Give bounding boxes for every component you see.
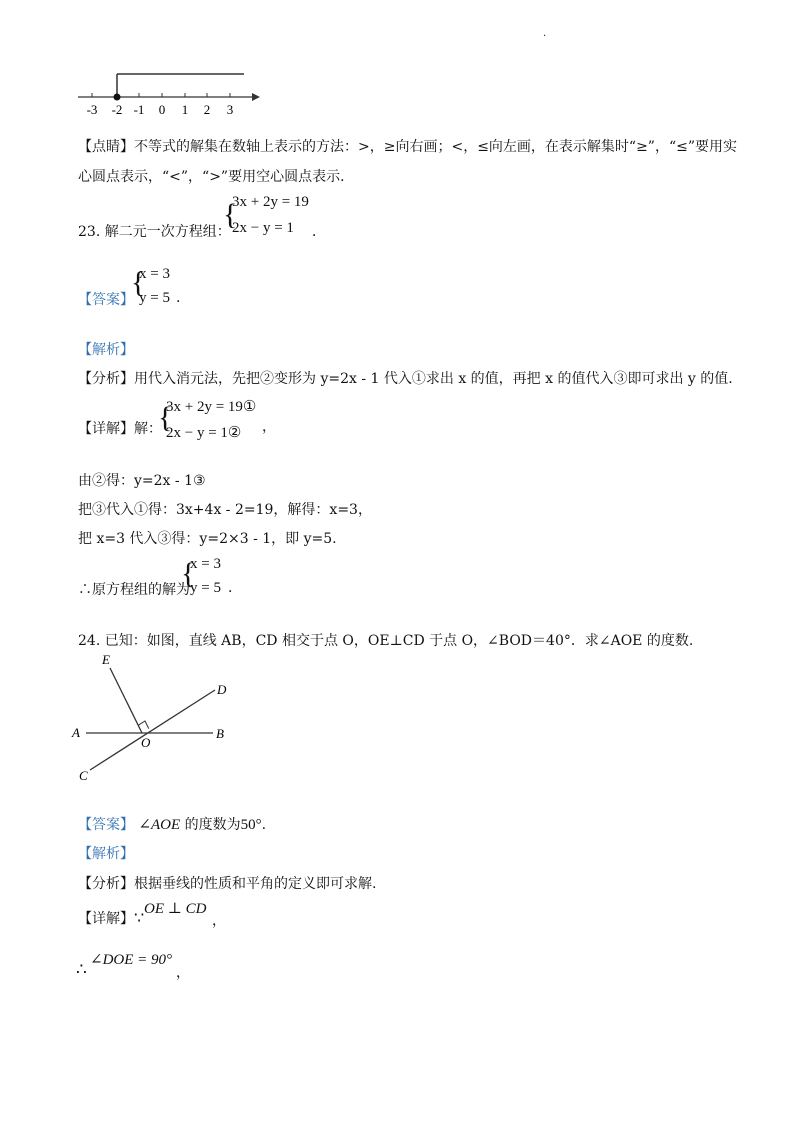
solid-point-icon [114, 94, 121, 101]
fenxi23-tag: 【分析】 [78, 371, 134, 387]
label-c: C [79, 768, 88, 783]
brace-icon: { [131, 266, 146, 299]
conclusion23-eq1: x = 3 [190, 556, 221, 572]
geometry-figure [68, 650, 238, 790]
ray-oe [110, 668, 142, 733]
q23-eq1: 3x + 2y = 19 [232, 194, 309, 210]
tick-label: -3 [86, 102, 98, 117]
tick-label: 2 [203, 102, 211, 117]
tick-label: 0 [158, 102, 166, 117]
fenxi23-text: 用代入消元法，先把②变形为 y=2x - 1 代入①求出 x 的值，再把 x 的值代入③即可求出 y 的值. [134, 371, 733, 387]
answer23-suffix: . [176, 290, 181, 306]
xiangjie24-line [78, 908, 144, 928]
xiangjie24-expr: OE ⊥ CD [144, 901, 207, 917]
answer24-mid: 的度数为 [180, 817, 241, 833]
xiangjie23-eq1: 3x + 2y = 19① [166, 399, 257, 415]
fenxi23-line [78, 368, 733, 388]
dianjing-line2: 心圆点表示，“<”，“>”要用空心圆点表示． [78, 169, 355, 185]
therefore-symbol: ∴ [76, 960, 87, 980]
q23-suffix: ． [312, 224, 326, 240]
answer23-eq2: y = 5 [139, 290, 170, 306]
conclusion23-suffix: . [228, 580, 233, 596]
brace-icon: { [223, 198, 238, 231]
conclusion23-prefix: ∴原方程组的解为 [78, 582, 190, 598]
answer24-angle: ∠AOE [138, 817, 181, 833]
tick-label: 3 [226, 102, 234, 117]
jiexi-tag: 【解析】 [78, 846, 134, 862]
xiangjie23-suffix: ， [262, 419, 276, 435]
page-mark: . [543, 28, 547, 39]
therefore24-expr: ∠DOE = 90° [90, 952, 173, 968]
xiangjie23-eq2: 2x − y = 1② [166, 425, 242, 441]
tick-label: -1 [133, 102, 145, 117]
step-line: 由②得：y=2x - 1③ [78, 473, 206, 489]
fenxi24-line [78, 873, 376, 893]
q23-prefix: 23. 解二元一次方程组： [78, 224, 231, 240]
dianjing-line1 [78, 136, 737, 156]
conclusion23-eq2: y = 5 [190, 580, 221, 596]
axis-arrow-icon [252, 93, 260, 101]
tick-label: 1 [181, 102, 189, 117]
answer24-tag: 【答案】 [78, 817, 134, 833]
answer23-eq1: x = 3 [139, 266, 170, 282]
label-e: E [102, 652, 110, 667]
number-line-figure [70, 64, 270, 120]
brace-icon: { [158, 401, 173, 434]
q23-eq2: 2x − y = 1 [232, 220, 294, 236]
label-b: B [216, 726, 224, 741]
dianjing-tag: 【点睛】 [78, 139, 134, 155]
line-cd [90, 690, 215, 770]
brace-icon: { [181, 557, 196, 590]
answer24-suffix: . [261, 817, 267, 833]
xiangjie23-prefix: 解： [134, 421, 162, 437]
xiangjie23-line [78, 418, 162, 438]
fenxi24-tag: 【分析】 [78, 876, 134, 892]
answer24-value: 50° [240, 817, 262, 833]
therefore24-suffix: ， [176, 965, 190, 981]
label-d: D [217, 682, 227, 697]
dianjing-text1: 不等式的解集在数轴上表示的方法：>，≥向右画；<，≤向左画，在表示解集时“≥”，“≤”要用实 [134, 139, 738, 155]
answer23-tag: 【答案】 [78, 292, 134, 308]
xiangjie23-tag: 【详解】 [78, 421, 134, 437]
answer24-line [78, 814, 266, 834]
q24-text: 24. 已知：如图，直线 AB，CD 相交于点 O，OE⊥CD 于点 O，∠BOD＝40°．求∠AOE 的度数. [78, 633, 694, 649]
label-a: A [72, 725, 80, 740]
because-symbol: ∵ [134, 908, 145, 927]
xiangjie24-suffix: ， [212, 913, 226, 929]
label-o: O [141, 735, 151, 750]
step-line: 把③代入①得：3x+4x - 2=19，解得：x=3， [78, 502, 372, 518]
tick-label: -2 [111, 102, 123, 117]
fenxi24-text: 根据垂线的性质和平角的定义即可求解. [134, 876, 377, 892]
xiangjie24-tag: 【详解】 [78, 911, 134, 927]
jiexi-tag: 【解析】 [78, 342, 134, 358]
step-line: 把 x=3 代入③得：y=2×3 - 1，即 y=5. [78, 531, 337, 547]
